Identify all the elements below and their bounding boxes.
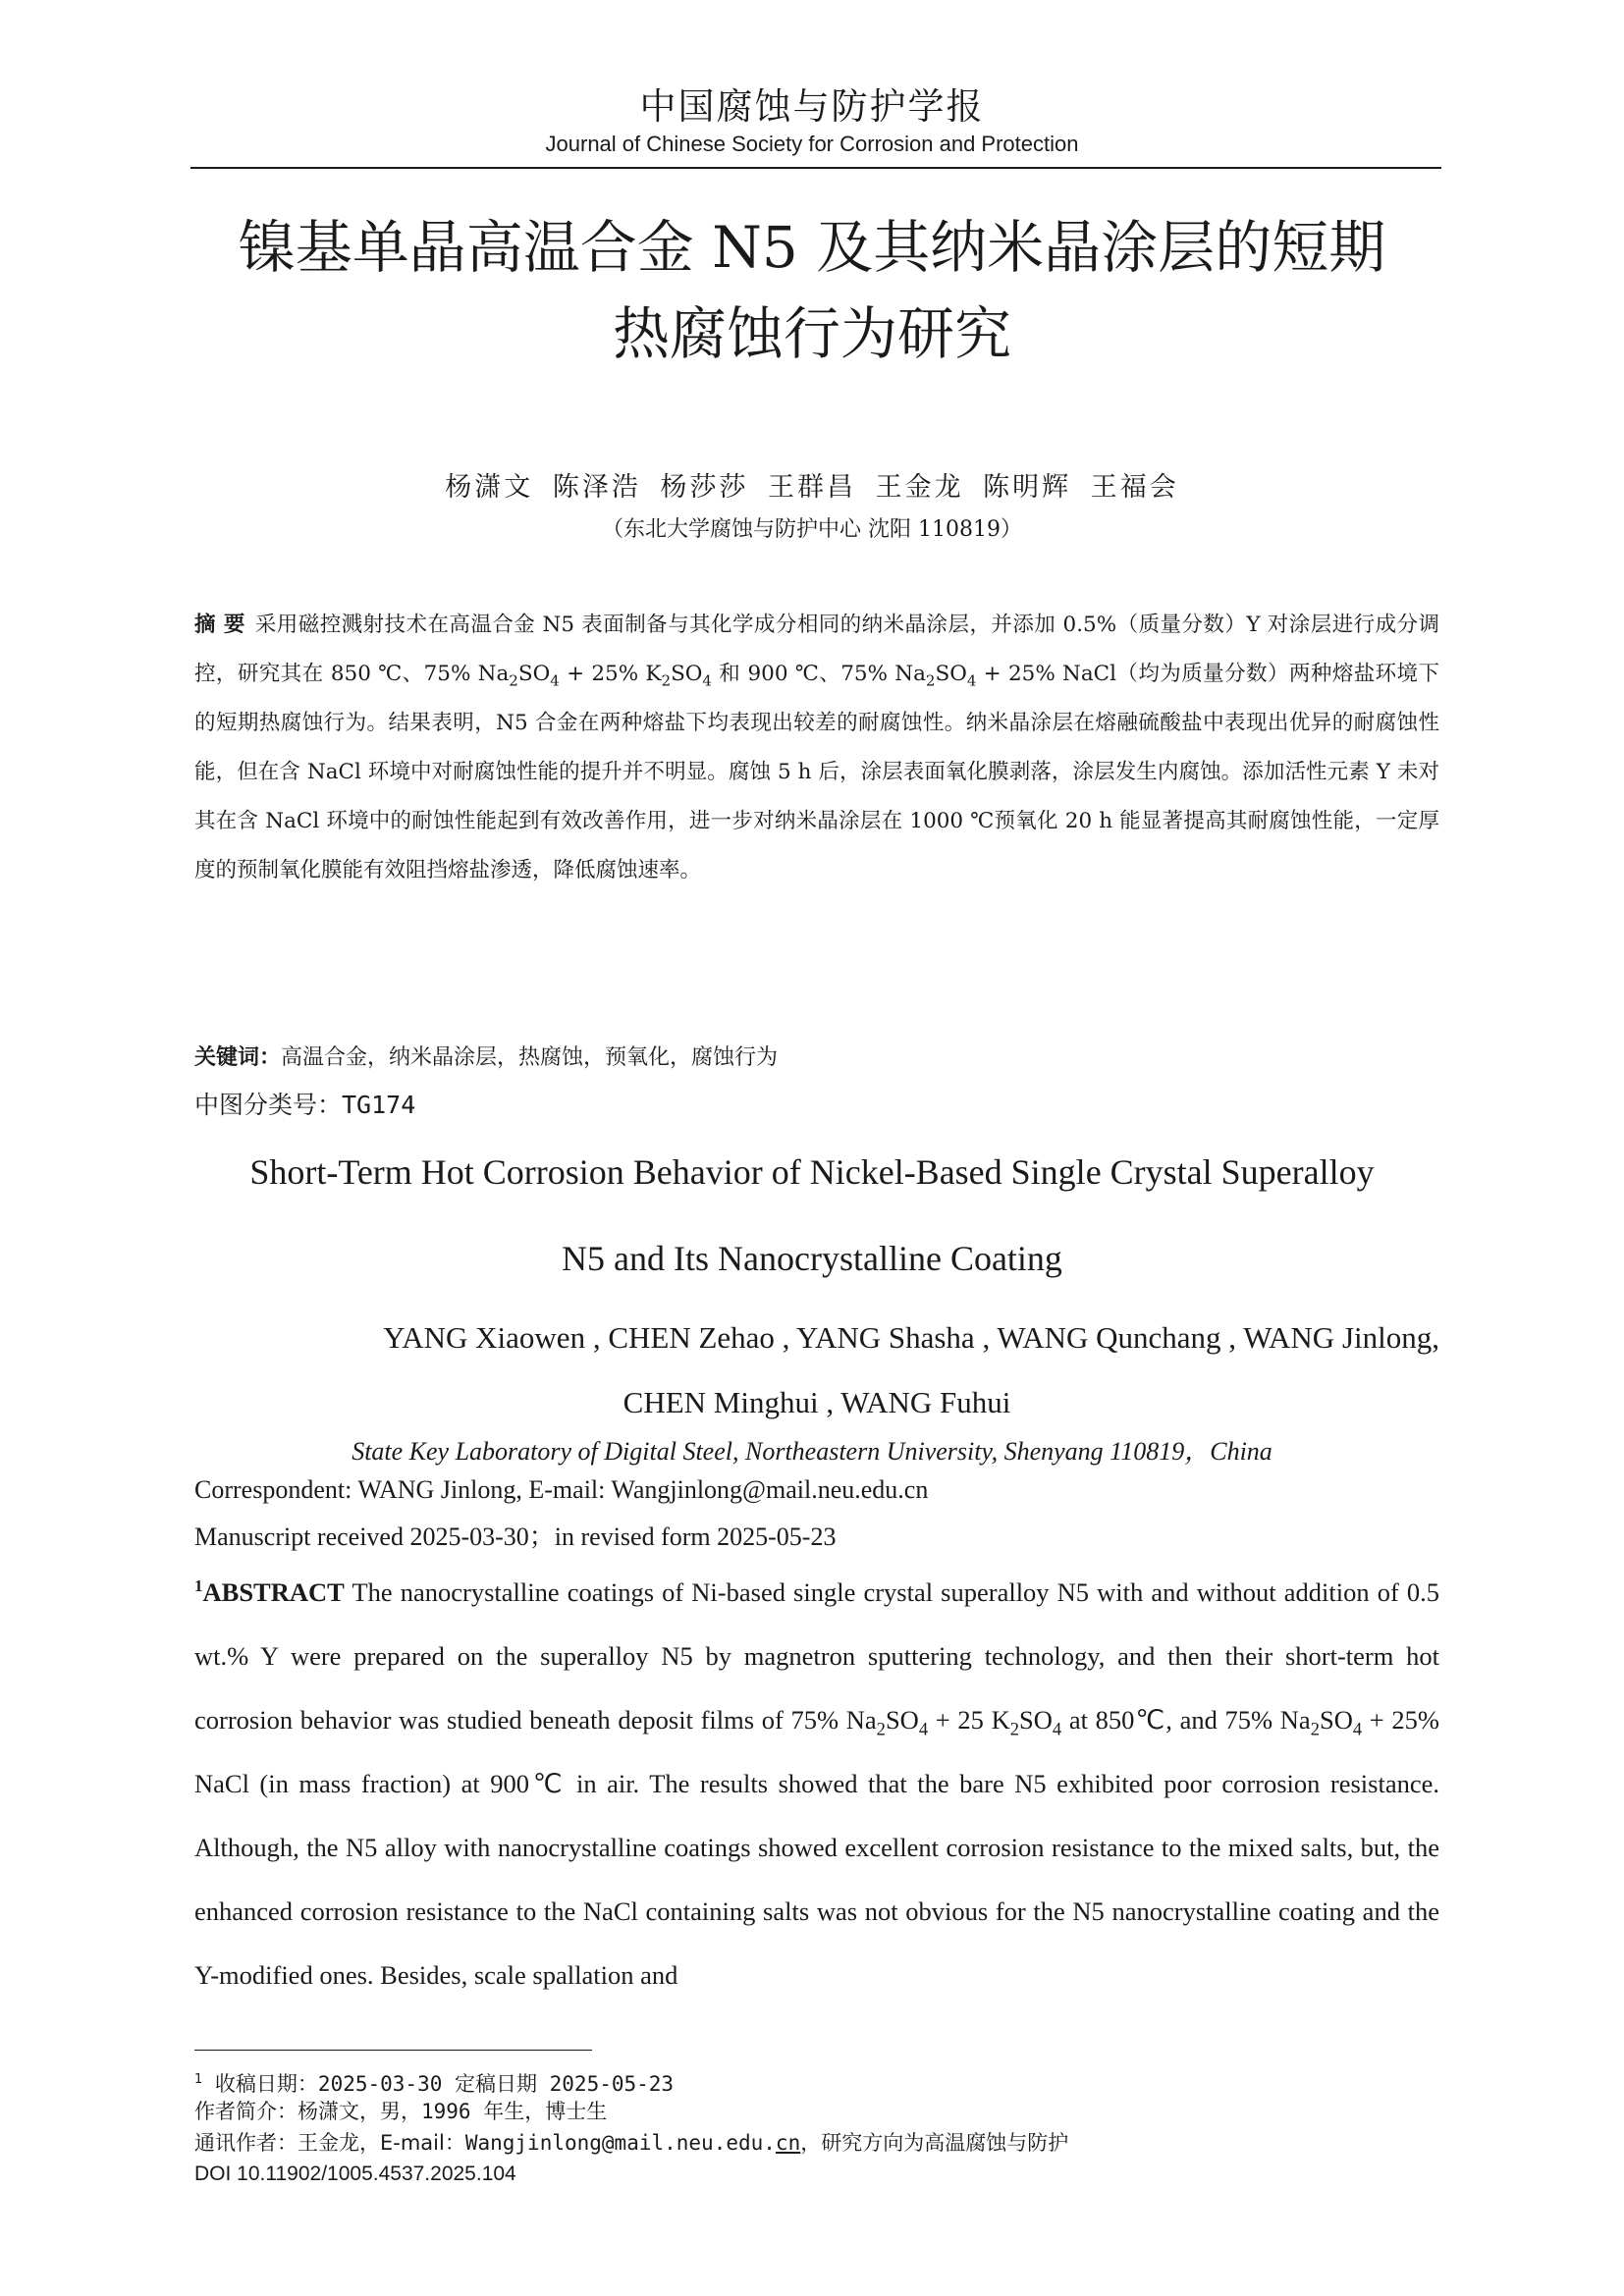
keywords-cn-label: 关键词： [194,1045,282,1070]
footnote-author-intro: 作者简介：杨潇文，男，1996 年生，博士生 [194,2100,608,2123]
abstract-cn-label: 摘 要 [194,613,245,637]
header-rule [190,167,1441,169]
journal-name-cn: 中国腐蚀与防护学报 [639,85,985,128]
abstract-en-footnote-mark: 1 [194,1576,203,1596]
classification-number: 中图分类号：TG174 [194,1091,416,1119]
footnote-corresponding-author: 通讯作者：王金龙，E-mail：Wangjinlong@mail.neu.edu.cn，研究方向为高温腐蚀与防护 [194,2131,1069,2155]
keywords-cn [194,1041,1439,1071]
authors-cn: 杨潇文 陈泽浩 杨莎莎 王群昌 王金龙 陈明辉 王福会 [445,472,1179,503]
abstract-en-label: ABSTRACT [202,1577,345,1607]
corresponding-email: Wangjinlong@mail.neu.edu. [464,2131,776,2155]
authors-en-line-2: CHEN Minghui , WANG Fuhui [623,1385,1011,1419]
title-cn-line-2: 热腐蚀行为研究 [612,300,1011,367]
title-en [118,1129,1506,1302]
title-en-line-1: Short-Term Hot Corrosion Behavior of Nickel-Based Single Crystal Superalloy [249,1152,1375,1192]
abstract-cn: 摘 要 采用磁控溅射技术在高温合金 N5 表面制备与其化学成分相同的纳米晶涂层，并添加 0.5%（质量分数）Y 对涂层进行成分调控，研究其在 850 ℃、75% $Na_2SO_4 + 25\%$ $K_2SO_4$ 和 900 ℃、75% $Na_2SO_4 + 25\%$ NaCl（均为质量分数）两种熔盐环境下的短期热腐蚀行为。结果表明，N5 合金在两种熔盐下均表现出较差的耐腐蚀性。纳米晶涂层在熔融硫酸盐中表现出优异的耐腐蚀性能，但在含 NaCl 环境中对耐腐蚀性能的提升并不明显。腐蚀 5 h 后，涂层表面氧化膜剥落，涂层发生内腐蚀。添加活性元素 Y 未对其在含 NaCl 环境中的耐蚀性能起到有效改善作用，进一步对纳米晶涂层在 1000 ℃预氧化 20 h 能显著提高其耐腐蚀性能，一定厚度的预制氧化膜能有效阻挡熔盐渗透，降低腐蚀速率。 [194,613,1439,882]
doi: DOI 10.11902/1005.4537.2025.104 [194,2163,516,2185]
title-en-line-2: N5 and Its Nanocrystalline Coating [562,1239,1062,1278]
authors-en-line-1: YANG Xiaowen , CHEN Zehao , YANG Shasha , WANG Qunchang , WANG Jinlong, [383,1320,1439,1355]
corresponding-email-link[interactable]: cn [775,2131,801,2155]
footnote-received: $^1$ 收稿日期：2025-03-30 定稿日期 2025-05-23 [194,2072,675,2096]
affiliation-en: State Key Laboratory of Digital Steel, Northeastern University, Shenyang 110819，China [352,1437,1272,1466]
footnote-rule [194,2050,592,2051]
title-cn-line-1: 镍基单晶高温合金 N5 及其纳米晶涂层的短期 [238,214,1386,281]
authors-en [194,1306,1439,1435]
keywords-cn-text: 高温合金，纳米晶涂层，热腐蚀，预氧化，腐蚀行为 [281,1045,779,1070]
affiliation-cn: （东北大学腐蚀与防护中心 沈阳 110819） [602,517,1022,542]
manuscript-received: Manuscript received 2025-03-30；in revised form 2025-05-23 [194,1522,837,1551]
journal-name-en: Journal of Chinese Society for Corrosion and Protection [545,132,1079,156]
abstract-en: $^1$ABSTRACT The nanocrystalline coatings of Ni-based single crystal superalloy N5 with and without addition of 0.5 wt.% Y were prepared on the superalloy N5 by magnetron sputtering technology, and then their short-term hot corrosion behavior was studied beneath deposit films of 75% $Na_2SO_4 + 25$ $K_2SO_4$ at 850℃, and 75% $Na_2SO_4 + 25\%$ NaCl (in mass fraction) at 900℃ in air. The results showed that the bare N5 exhibited poor corrosion resistance. Although, the N5 alloy with nanocrystalline coatings showed excellent corrosion resistance to the mixed salts, but, the enhanced corrosion resistance to the NaCl containing salts was not obvious for the N5 nanocrystalline coating and the Y-modified ones. Besides, scale spallation and [194,1576,1439,1990]
correspondent: Correspondent: WANG Jinlong, E-mail: Wangjinlong@mail.neu.edu.cn [194,1475,929,1504]
